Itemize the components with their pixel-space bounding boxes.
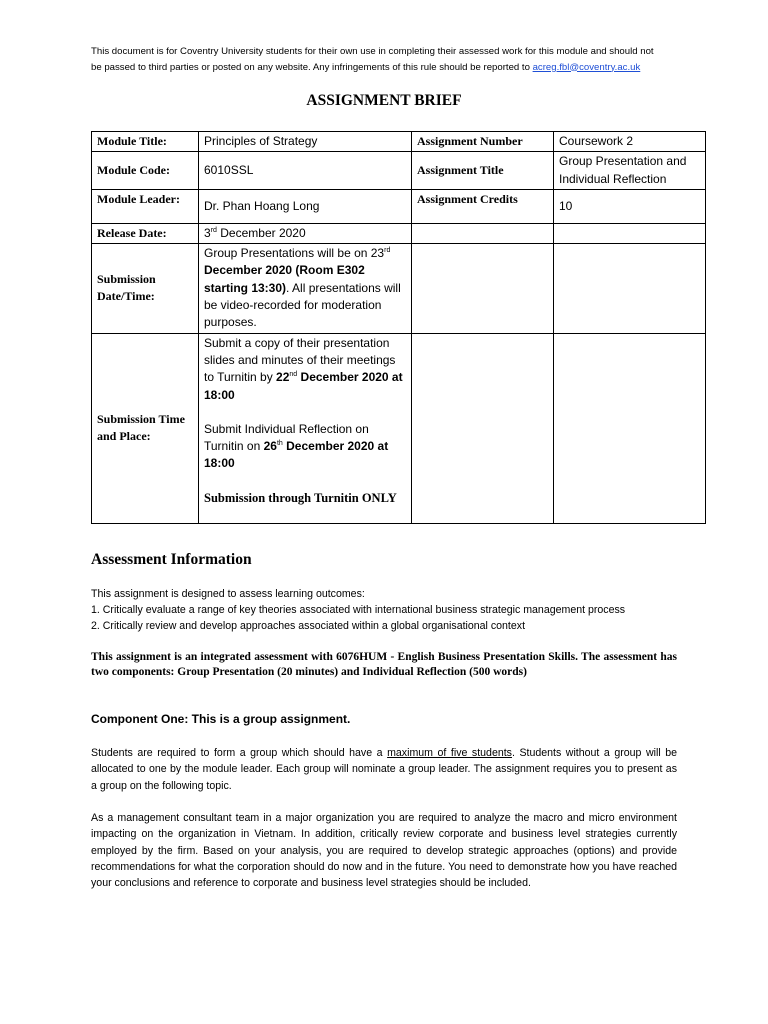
group-formation-paragraph: Students are required to form a group which should have a maximum of five students. Students without a group will be allocated to one by the module leader. Each group will nominate a group leader. The assignment requires you to present as a group on the following topic. bbox=[91, 747, 677, 792]
table-row bbox=[92, 132, 706, 152]
task-description-paragraph: As a management consultant team in a major organization you are required to analyze the macro and micro environment impacting on the organization in Vietnam. In addition, critically review corporate and business level strategies currently employed by the firm. Based on your analysis, you are required to develop strategic approaches (options) and provide recommendations for what the corporation should do now and in the future. You need to demonstrate how you have reached your conclusions and reference to corporate and business level strategies should be included. bbox=[91, 812, 677, 890]
submission-time-place-label: Submission Time and Place: bbox=[92, 333, 199, 523]
learning-outcome-2: 2. Critically review and develop approaches associated within a global organisational context bbox=[91, 620, 526, 632]
assignment-credits-label: Assignment Credits bbox=[412, 189, 554, 223]
notice-line-2: be passed to third parties or posted on any website. Any infringements of this rule should be reported to bbox=[91, 61, 530, 73]
module-leader-value: Dr. Phan Hoang Long bbox=[199, 189, 412, 223]
empty-cell bbox=[554, 223, 706, 243]
empty-cell bbox=[554, 333, 706, 523]
turnitin-slides-deadline: Submit a copy of their presentation slides and minutes of their meetings to Turnitin by 22nd December 2020 at 18:00 bbox=[204, 335, 403, 402]
module-code-value: 6010SSL bbox=[199, 152, 412, 190]
assignment-title-value: Group Presentation and Individual Reflection bbox=[554, 152, 706, 190]
submission-time-place-value bbox=[199, 333, 412, 523]
learning-outcome-1: 1. Critically evaluate a range of key theories associated with international business strategic management process bbox=[91, 604, 626, 616]
empty-cell bbox=[412, 244, 554, 333]
assignment-number-value: Coursework 2 bbox=[554, 132, 706, 152]
assessment-information-heading: Assessment Information bbox=[91, 551, 252, 568]
confidentiality-notice bbox=[91, 44, 691, 75]
reflection-deadline: Submit Individual Reflection on Turnitin on 26th December 2020 at 18:00 bbox=[204, 421, 389, 471]
table-row bbox=[92, 244, 706, 333]
submission-datetime-label: Submission Date/Time: bbox=[92, 244, 199, 333]
assignment-credits-value: 10 bbox=[554, 189, 706, 223]
release-date-value: 3rd December 2020 bbox=[199, 223, 412, 243]
outcomes-intro: This assignment is designed to assess learning outcomes: bbox=[91, 588, 365, 600]
submission-method: Submission through Turnitin ONLY bbox=[204, 490, 397, 505]
submission-datetime-value: Group Presentations will be on 23rd December 2020 (Room E302 starting 13:30). All presentations will be video-recorded for moderation purposes. bbox=[199, 244, 412, 333]
assignment-brief-table bbox=[91, 131, 706, 524]
assignment-number-label: Assignment Number bbox=[412, 132, 554, 152]
empty-cell bbox=[412, 223, 554, 243]
release-date-label: Release Date: bbox=[92, 223, 199, 243]
page-title: ASSIGNMENT BRIEF bbox=[306, 92, 462, 109]
module-title-label: Module Title: bbox=[92, 132, 199, 152]
table-row bbox=[92, 189, 706, 223]
table-row bbox=[92, 223, 706, 243]
max-group-size: maximum of five students bbox=[387, 747, 512, 759]
empty-cell bbox=[412, 333, 554, 523]
table-row bbox=[92, 333, 706, 523]
assignment-title-label: Assignment Title bbox=[412, 152, 554, 190]
module-title-value: Principles of Strategy bbox=[199, 132, 412, 152]
table-row bbox=[92, 152, 706, 190]
report-email-link[interactable]: acreg.fbl@coventry.ac.uk bbox=[532, 61, 641, 73]
integrated-assessment-note: This assignment is an integrated assessment with 6076HUM - English Business Presentation Skills. The assessment has two components: Group Presentation (20 minutes) and Individual Reflection (500 words) bbox=[91, 651, 677, 678]
module-leader-label: Module Leader: bbox=[92, 189, 199, 223]
component-one-heading: Component One: This is a group assignment. bbox=[91, 712, 351, 726]
module-code-label: Module Code: bbox=[92, 152, 199, 190]
notice-line-1: This document is for Coventry University students for their own use in completing their assessed work for this module and should not bbox=[91, 46, 654, 57]
empty-cell bbox=[554, 244, 706, 333]
